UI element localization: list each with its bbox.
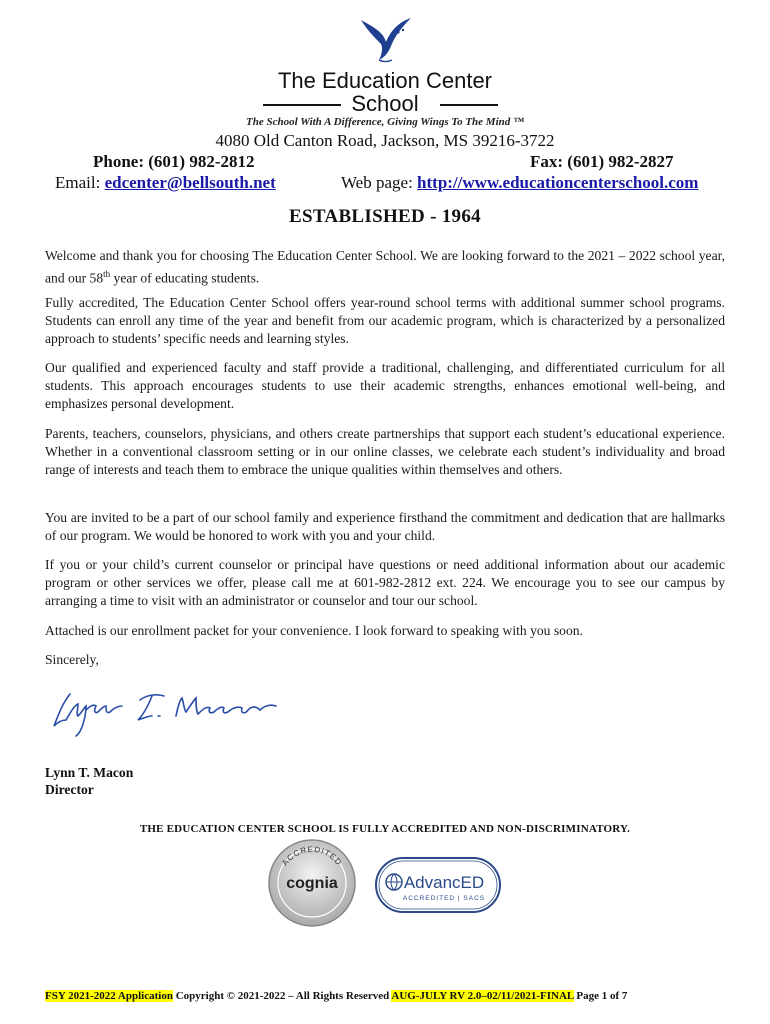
footer-application: FSY 2021-2022 Application <box>45 990 173 1002</box>
email-label: Email: <box>55 173 101 192</box>
web-label: Web page: <box>341 173 413 192</box>
advanced-name: AdvancED <box>403 873 485 892</box>
tagline: The School With A Difference, Giving Wings To The Mind ™ <box>246 116 524 128</box>
established-heading: ESTABLISHED - 1964 <box>289 206 481 227</box>
footer-copyright: Copyright © 2021-2022 – All Rights Reserved <box>172 990 392 1002</box>
cognia-ring-text: ACCREDITED <box>280 844 344 868</box>
paragraph-partnerships: Parents, teachers, counselors, physicians, and others create partnerships that support each student’s educational experience. Whether in a conventional classroom setting or in our online classes, we celebrate each student’s individuality and broad range of interests and teach them to embrace the unique qualities within themselves and others. <box>45 426 725 477</box>
paragraph-accreditation: Fully accredited, The Education Center School offers year-round school terms with additional summer school programs. Students can enroll any time of the year and benefit from our academic program, which is characterized by a personalized approach to students’ specific needs and learning styles. <box>45 295 725 346</box>
paragraph-enrollment: Attached is our enrollment packet for your convenience. I look forward to speaking with you soon. <box>45 623 583 638</box>
paragraph-welcome-text: Welcome and thank you for choosing The Education Center School. We are looking forward to the 2021 – 2022 school year, and our 58 <box>45 248 725 286</box>
signature-image <box>48 680 288 740</box>
cognia-accreditation-seal-icon <box>267 838 357 928</box>
footer-page-number: Page 1 of 7 <box>573 990 628 1002</box>
school-logo-bird-icon <box>355 14 415 66</box>
paragraph-invitation: You are invited to be a part of our school family and experience firsthand the commitment and dedication that are hallmarks of our program. We would be honored to work with you and your child. <box>45 510 725 543</box>
email-link[interactable]: edcenter@bellsouth.net <box>104 173 276 192</box>
page-footer <box>45 990 725 1002</box>
accreditation-note: THE EDUCATION CENTER SCHOOL IS FULLY ACCREDITED AND NON-DISCRIMINATORY. <box>139 823 631 835</box>
address: 4080 Old Canton Road, Jackson, MS 39216-3722 <box>215 131 555 150</box>
signer-name: Lynn T. Macon <box>45 765 134 780</box>
signer-title: Director <box>45 782 94 797</box>
phone-number: Phone: (601) 982-2812 <box>93 152 255 171</box>
advanced-accreditation-seal-icon <box>374 856 502 914</box>
website-link[interactable]: http://www.educationcenterschool.com <box>417 173 699 192</box>
paragraph-contact: If you or your child’s current counselor or principal have questions or need additional information about our academic program or other services we offer, please call me at 601-982-2812 ext. 224. We encourage you to see our campus by arranging a time to visit with an administrator or counselor and tour our school. <box>45 557 725 608</box>
cognia-name: cognia <box>286 875 338 892</box>
school-name-line1: The Education Center <box>277 68 493 93</box>
email-line <box>55 173 276 193</box>
closing: Sincerely, <box>45 652 99 667</box>
fax-number: Fax: (601) 982-2827 <box>530 152 674 171</box>
paragraph-welcome <box>45 247 725 288</box>
ordinal-suffix: th <box>103 269 111 279</box>
school-name-line2: School <box>351 91 419 116</box>
footer-revision: AUG-JULY RV 2.0–02/11/2021-FINAL <box>391 990 574 1002</box>
advanced-subtitle: ACCREDITED | SACS <box>402 895 486 902</box>
paragraph-welcome-text-end: year of educating students. <box>110 270 260 286</box>
header-rule-right <box>440 104 498 106</box>
web-line <box>341 173 698 193</box>
paragraph-faculty: Our qualified and experienced faculty and staff provide a traditional, challenging, and differentiated curriculum for all students. This approach encourages students to use their academic strengths, enhances emotional well-being, and emphasizes personal development. <box>45 360 725 411</box>
